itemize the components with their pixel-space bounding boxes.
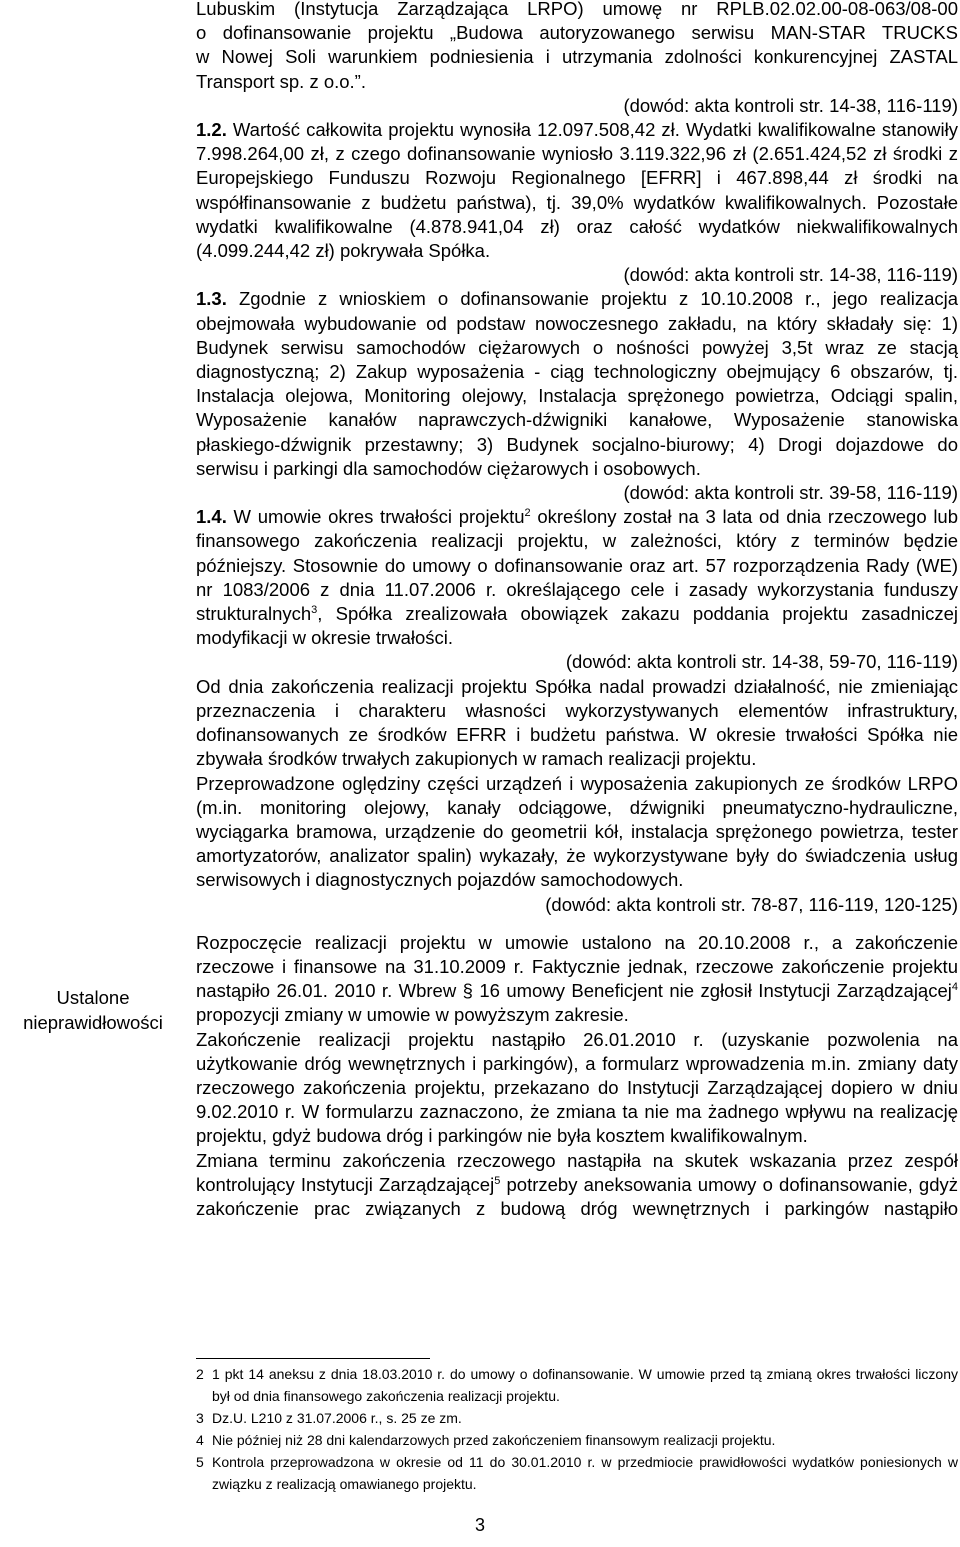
footnote-text: Nie później niż 28 dni kalendarzowych przed zakończeniem finansowym realizacji projektu. xyxy=(212,1432,776,1448)
footnote xyxy=(196,1407,958,1429)
body-column xyxy=(196,0,958,1221)
irregularity-paragraph xyxy=(196,1149,958,1222)
paragraph-text: Zmiana terminu zakończenia rzeczowego nastąpiła na skutek wskazania przez zespół kontrolujący Instytucji Zarządzającej xyxy=(196,1149,958,1195)
footnote-number: 4 xyxy=(196,1432,204,1448)
irregularity-paragraph xyxy=(196,931,958,1028)
paragraph-text: potrzeby aneksowania umowy o dofinansowanie, gdyż zakończenie prac związanych z budową dróg wewnętrznych i parkingów nastąpiło xyxy=(196,1173,958,1219)
section-1-2 xyxy=(196,118,958,263)
section-text: , Spółka zrealizowała obowiązek zakazu poddania projektu zasadniczej modyfikacji w okresie trwałości. xyxy=(196,603,958,649)
section-number: 1.4. xyxy=(196,506,227,528)
evidence-citation: (dowód: akta kontroli str. 39-58, 116-119) xyxy=(623,482,958,504)
paragraph: Od dnia zakończenia realizacji projektu Spółka nadal prowadzi działalność, nie zmieniając przeznaczenia i charakteru własności wykorzystywanych elementów infrastruktury, dofinansowanych ze środków EFRR i budżetu państwa. W okresie trwałości Spółka nie zbywała środków trwałych zakupionych w ramach realizacji projektu. xyxy=(196,675,958,770)
paragraph-text: propozycji zmiany w umowie w powyższym zakresie. xyxy=(196,1004,629,1026)
footnote-ref[interactable]: 4 xyxy=(951,980,958,993)
footnote-ref[interactable]: 2 xyxy=(524,507,531,520)
section-text: Zgodnie z wnioskiem o dofinansowanie projektu z xyxy=(226,288,701,310)
footnote xyxy=(196,1451,958,1495)
section-text: określony został na 3 lata od dnia rzeczowego lub finansowego zakończenia realizacji projektu, w zależności, który z terminów będzie późniejszy. Stosownie do umowy o dofinansowanie oraz art. 57 rozporządzenia Rady (WE) nr 1083/2006 z dnia 11.07.2006 r. określającego cele i zasady wykorzystania funduszy strukturalnych xyxy=(196,506,959,625)
paragraph: Przeprowadzone oględziny części urządzeń i wyposażenia zakupionych ze środków LRPO (m.in. monitoring olejowy, kanały odciągowe, dźwigniki pneumatyczno-hydrauliczne, wyciągarka bramowa, urządzenie do geometrii kół, instalacja sprężonego powietrza, tester amortyzatorów, analizator spalin) wykazały, że wykorzystywane były do świadczenia usług serwisowych i diagnostycznych pojazdów samochodowych. xyxy=(196,772,958,891)
footnote-divider xyxy=(196,1358,430,1359)
footnote xyxy=(196,1429,958,1451)
footnote-number: 3 xyxy=(196,1410,204,1426)
section-1-4 xyxy=(196,505,958,650)
footnote-ref[interactable]: 5 xyxy=(494,1174,501,1187)
intro-line: Transport sp. z o.o.”. xyxy=(196,70,366,92)
section-text: Wartość całkowita projektu wynosiła 12.097.508,42 zł. Wydatki kwalifikowalne stanowiły 7.998.264,00 zł, z czego dofinansowanie wyniosło 3.119.322,96 zł (2.651.424,52 zł środki z Europejskiego Funduszu Rozwoju Regionalnego [EFRR] i 467.898,44 zł środki na współfinansowanie z budżetu państwa), tj. 39,0% wydatków kwalifikowalnych. Pozostałe wydatki kwalifikowalne (4.878.941,04 zł) oraz całość wydatków niekwalifikowalnych (4.099.244,42 zł) pokrywała Spółka. xyxy=(196,119,958,262)
side-label-line: nieprawidłowości xyxy=(23,1012,163,1033)
intro-line: w Nowej Soli warunkiem podniesienia i utrzymania zdolności konkurencyjnej ZASTAL xyxy=(196,46,958,68)
footnote-number: 2 xyxy=(196,1366,204,1382)
section-text: W umowie okres trwałości projektu xyxy=(226,506,525,528)
irregularity-paragraph: Zakończenie realizacji projektu nastąpiło 26.01.2010 r. (uzyskanie pozwolenia na użytkowanie dróg wewnętrznych i parkingów), a formularz wprowadzenia m.in. zmiany daty rzeczowego zakończenia projektu, przekazano do Instytucji Zarządzającej dopiero w dniu 9.02.2010 r. W formularzu zaznaczono, że zmiana ta nie ma żadnego wpływu na realizację projektu, gdyż budowa dróg i parkingów nie była kosztem kwalifikowalnym. xyxy=(196,1028,958,1147)
section-number: 1.3. xyxy=(196,288,227,310)
evidence-citation: (dowód: akta kontroli str. 78-87, 116-119, 120-125) xyxy=(545,893,958,915)
section-number: 1.2. xyxy=(196,119,227,141)
side-label-line: Ustalone xyxy=(56,987,130,1008)
side-label-irregularities xyxy=(8,985,178,1035)
page-number: 3 xyxy=(474,1515,485,1535)
paragraph-text: Rozpoczęcie realizacji projektu w umowie ustalono na 20.10.2008 r., a zakończenie rzeczowe i finansowe na 31.10.2009 r. Faktycznie jednak, rzeczowe zakończenie projektu nastąpiło 26.01. 2010 r. Wbrew § 16 umowy Beneficjent nie zgłosił Instytucji Zarządzającej xyxy=(196,931,958,1002)
section-1-3 xyxy=(196,287,958,481)
footnote-text: Dz.U. L210 z 31.07.2006 r., s. 25 ze zm. xyxy=(212,1410,462,1426)
section-date: 10.10.2008 r. xyxy=(700,288,816,310)
footnote-ref[interactable]: 3 xyxy=(311,603,318,616)
evidence-citation: (dowód: akta kontroli str. 14-38, 59-70, 116-119) xyxy=(565,651,958,673)
section-text: , jego realizacja obejmowała wybudowanie od podstaw nowoczesnego zakładu, na który składały się: 1) Budynek serwisu samochodów ciężarowych o nośności powyżej 3,5t wraz ze stacją diagnostyczną; 2) Zakup wyposażenia - ciąg technologiczny obejmujący 6 obszarów, tj. Instalacja olejowa, Monitoring olejowy, Instalacja sprężonego powietrza, Odciągi spalin, Wyposażenie kanałów naprawczych-dźwigniki kanałowe, Wyposażenie stanowiska płaskiego-dźwignik przestawny; 3) Budynek socjalno-biurowy; 4) Drogi dojazdowe do serwisu i parkingi dla samochodów ciężarowych i osobowych. xyxy=(196,288,959,479)
footnote-text: 1 pkt 14 aneksu z dnia 18.03.2010 r. do umowy o dofinansowanie. W umowie przed tą zmianą okres trwałości liczony był od dnia finansowego zakończenia realizacji projektu. xyxy=(212,1366,958,1404)
intro-line: Lubuskim (Instytucja Zarządzająca LRPO) umowę nr RPLB.02.02.00-08-063/08-00 xyxy=(196,0,958,19)
footnotes xyxy=(196,1358,958,1495)
evidence-citation: (dowód: akta kontroli str. 14-38, 116-119) xyxy=(623,264,958,286)
evidence-citation: (dowód: akta kontroli str. 14-38, 116-119) xyxy=(623,94,958,116)
footnote-text: Kontrola przeprowadzona w okresie od 11 do 30.01.2010 r. w przedmiocie prawidłowości wydatków poniesionych w związku z realizacją omawianego projektu. xyxy=(212,1454,958,1492)
intro-line: o dofinansowanie projektu „Budowa autoryzowanego serwisu MAN-STAR TRUCKS xyxy=(196,22,958,44)
footnote xyxy=(196,1363,958,1407)
footnote-number: 5 xyxy=(196,1454,204,1470)
